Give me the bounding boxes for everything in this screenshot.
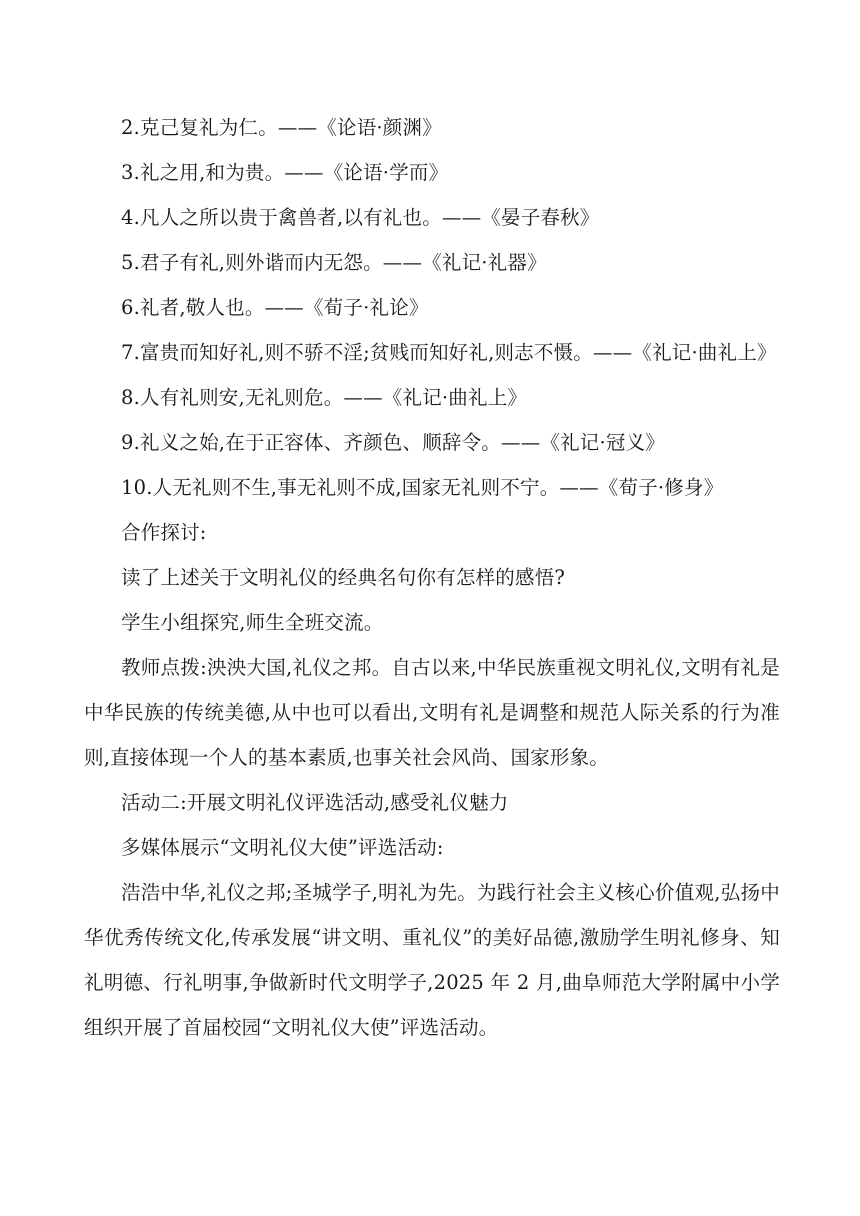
quote-5: 5.君子有礼,则外谐而内无怨。——《礼记·礼器》 (121, 251, 547, 274)
activity2-body-paragraph: 浩浩中华,礼仪之邦;圣城学子,明礼为先。为践行社会主义核心价值观,弘扬中华优秀传统文化,传承发展“讲文明、重礼仪”的美好品德,激励学生明礼修身、知礼明德、行礼明事,争做新时代文明学子,2025 年 2 月,曲阜师范大学附属中小学组织开展了首届校园“文明礼仪大使”评选活动。 (84, 881, 780, 1039)
quote-4: 4.凡人之所以贵于禽兽者,以有礼也。——《晏子春秋》 (121, 206, 600, 229)
teacher-comment-paragraph: 教师点拨:泱泱大国,礼仪之邦。自古以来,中华民族重视文明礼仪,文明有礼是中华民族的传统美德,从中也可以看出,文明有礼是调整和规范人际关系的行为准则,直接体现一个人的基本素质,也事关社会风尚、国家形象。 (84, 656, 780, 769)
quote-6: 6.礼者,敬人也。——《荀子·礼论》 (121, 296, 429, 319)
discussion-process: 学生小组探究,师生全班交流。 (121, 611, 384, 634)
quote-7: 7.富贵而知好礼,则不骄不淫;贫贱而知好礼,则志不慑。——《礼记·曲礼上》 (121, 341, 777, 364)
discussion-heading: 合作探讨: (121, 521, 207, 544)
discussion-question: 读了上述关于文明礼仪的经典名句你有怎样的感悟? (121, 566, 566, 589)
activity2-intro: 多媒体展示“文明礼仪大使”评选活动: (121, 836, 444, 859)
quote-9: 9.礼义之始,在于正容体、齐颜色、顺辞令。——《礼记·冠义》 (121, 431, 666, 454)
quote-10: 10.人无礼则不生,事无礼则不成,国家无礼则不宁。——《荀子·修身》 (121, 476, 724, 499)
quote-3: 3.礼之用,和为贵。——《论语·学而》 (121, 161, 449, 184)
quote-2: 2.克己复礼为仁。——《论语·颜渊》 (121, 116, 442, 139)
quote-8: 8.人有礼则安,无礼则危。——《礼记·曲礼上》 (121, 386, 528, 409)
activity2-title: 活动二:开展文明礼仪评选活动,感受礼仪魅力 (121, 791, 509, 814)
